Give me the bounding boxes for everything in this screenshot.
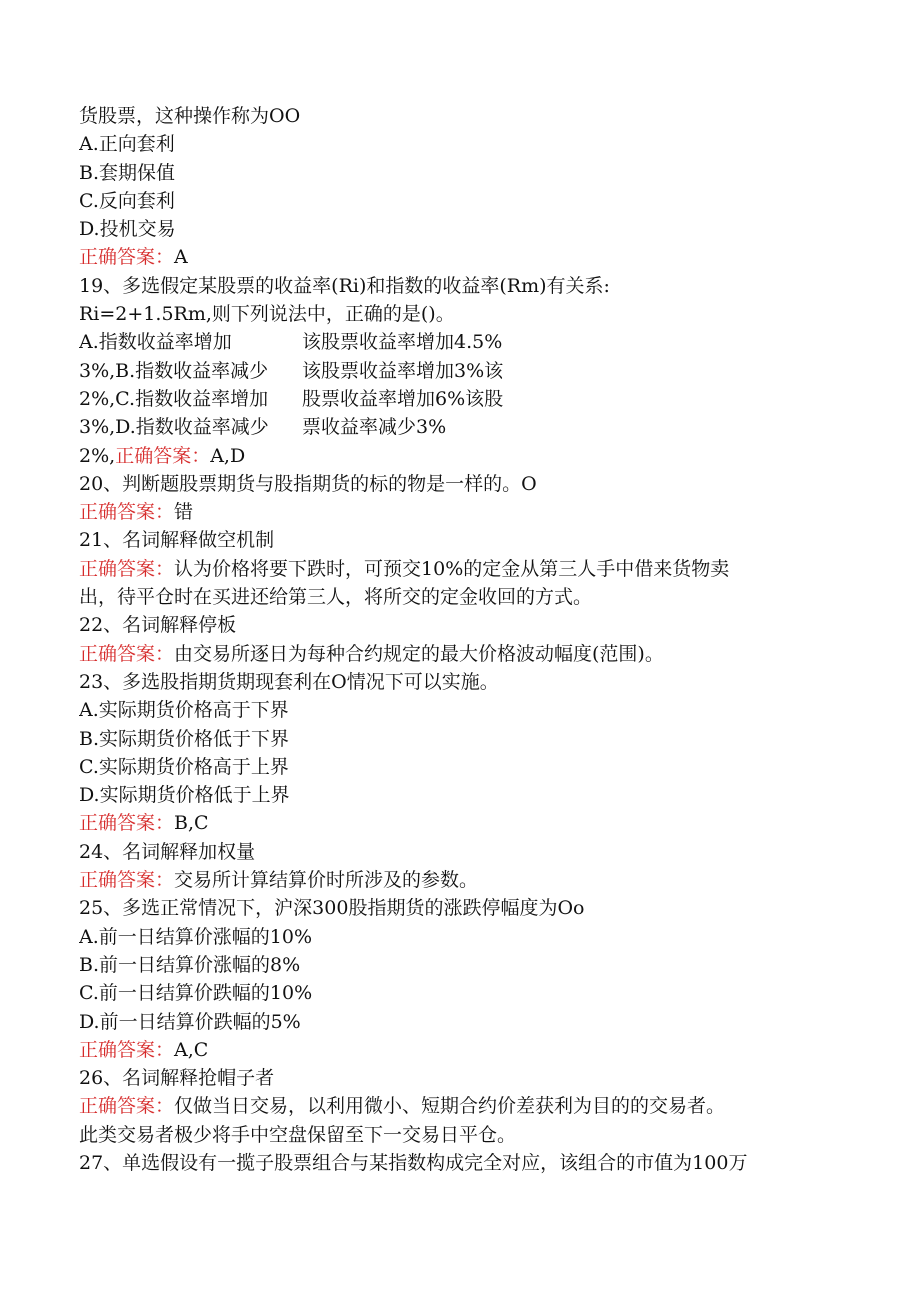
question-26: 26、名词解释抢帽子者 — [79, 1067, 275, 1090]
question-text: 货股票，这种操作称为OO — [79, 105, 301, 127]
answer-prefix: 2%, — [79, 444, 116, 467]
option-row-right: 股票收益率增加6%该股 — [302, 387, 504, 410]
answer-label: 正确答案： — [115, 444, 211, 467]
option-row — [79, 328, 839, 356]
answer-line — [79, 809, 839, 837]
option-d: D.投机交易 — [79, 218, 176, 241]
answer-cont: 此类交易者极少将手中空盘保留至下一交易日平仓。 — [79, 1123, 517, 1146]
question-19-cont: Ri=2+1.5Rm,则下列说法中，正确的是()。 — [79, 303, 455, 326]
answer-line — [79, 442, 839, 470]
answer-value: A,D — [210, 444, 246, 467]
option-row — [79, 413, 839, 441]
option-b: B.实际期货价格低于下界 — [79, 727, 290, 750]
question-20: 20、判断题股票期货与股指期货的标的物是一样的。O — [79, 472, 537, 495]
answer-value: 由交易所逐日为每种合约规定的最大价格波动幅度(范围)。 — [174, 642, 664, 665]
answer-value: B,C — [174, 812, 209, 835]
answer-line — [79, 555, 839, 583]
option-d: D.前一日结算价跌幅的5% — [79, 1010, 301, 1033]
answer-label: 正确答案： — [79, 812, 175, 835]
answer-line — [79, 243, 839, 271]
answer-label: 正确答案： — [79, 642, 175, 665]
answer-label: 正确答案： — [79, 869, 175, 892]
answer-label: 正确答案： — [79, 501, 175, 524]
answer-label: 正确答案： — [79, 1038, 175, 1061]
option-d: D.实际期货价格低于上界 — [79, 784, 290, 807]
option-b: B.前一日结算价涨幅的8% — [79, 953, 301, 976]
option-a: A.实际期货价格高于下界 — [79, 699, 289, 722]
answer-cont: 出，待平仓时在买进还给第三人，将所交的定金收回的方式。 — [79, 586, 593, 609]
option-row-right: 该股票收益率增加4.5% — [302, 331, 503, 354]
question-25: 25、多选正常情况下，沪深300股指期货的涨跌停幅度为Oo — [79, 897, 585, 920]
answer-label: 正确答案： — [79, 246, 175, 269]
option-row-right: 票收益率减少3% — [302, 416, 447, 439]
option-a: A.正向套利 — [79, 133, 175, 156]
question-19: 19、多选假定某股票的收益率(Ri)和指数的收益率(Rm)有关系: — [79, 274, 610, 297]
option-a: A.前一日结算价涨幅的10% — [79, 925, 312, 948]
question-27: 27、单选假设有一揽子股票组合与某指数构成完全对应，该组合的市值为100万 — [79, 1151, 748, 1174]
option-row — [79, 357, 839, 385]
document-page — [79, 102, 839, 1177]
option-row-left: A.指数收益率增加 — [79, 331, 232, 354]
option-b: B.套期保值 — [79, 161, 176, 184]
option-row — [79, 385, 839, 413]
question-24: 24、名词解释加权量 — [79, 840, 256, 863]
answer-value: A,C — [174, 1038, 209, 1061]
answer-value: 仅做当日交易，以利用微小、短期合约价差获利为目的的交易者。 — [174, 1095, 726, 1118]
answer-line — [79, 640, 839, 668]
answer-line — [79, 1036, 839, 1064]
answer-line — [79, 866, 839, 894]
answer-value: 认为价格将要下跌时，可预交10%的定金从第三人手中借来货物卖 — [174, 557, 730, 580]
answer-value: A — [174, 246, 188, 269]
option-c: C.反向套利 — [79, 189, 175, 212]
answer-value: 交易所计算结算价时所涉及的参数。 — [174, 869, 479, 892]
question-21: 21、名词解释做空机制 — [79, 529, 275, 552]
answer-value: 错 — [174, 501, 194, 524]
option-row-left: 3%,B.指数收益率减少 — [79, 359, 269, 382]
answer-label: 正确答案： — [79, 1095, 175, 1118]
question-22: 22、名词解释停板 — [79, 614, 237, 637]
answer-label: 正确答案： — [79, 557, 175, 580]
option-row-left: 2%,C.指数收益率增加 — [79, 387, 269, 410]
option-row-right: 该股票收益率增加3%该 — [302, 359, 504, 382]
option-c: C.实际期货价格高于上界 — [79, 755, 289, 778]
answer-line — [79, 1092, 839, 1120]
option-row-left: 3%,D.指数收益率减少 — [79, 416, 269, 439]
question-23: 23、多选股指期货期现套利在O情况下可以实施。 — [79, 670, 499, 693]
option-c: C.前一日结算价跌幅的10% — [79, 982, 313, 1005]
answer-line — [79, 498, 839, 526]
